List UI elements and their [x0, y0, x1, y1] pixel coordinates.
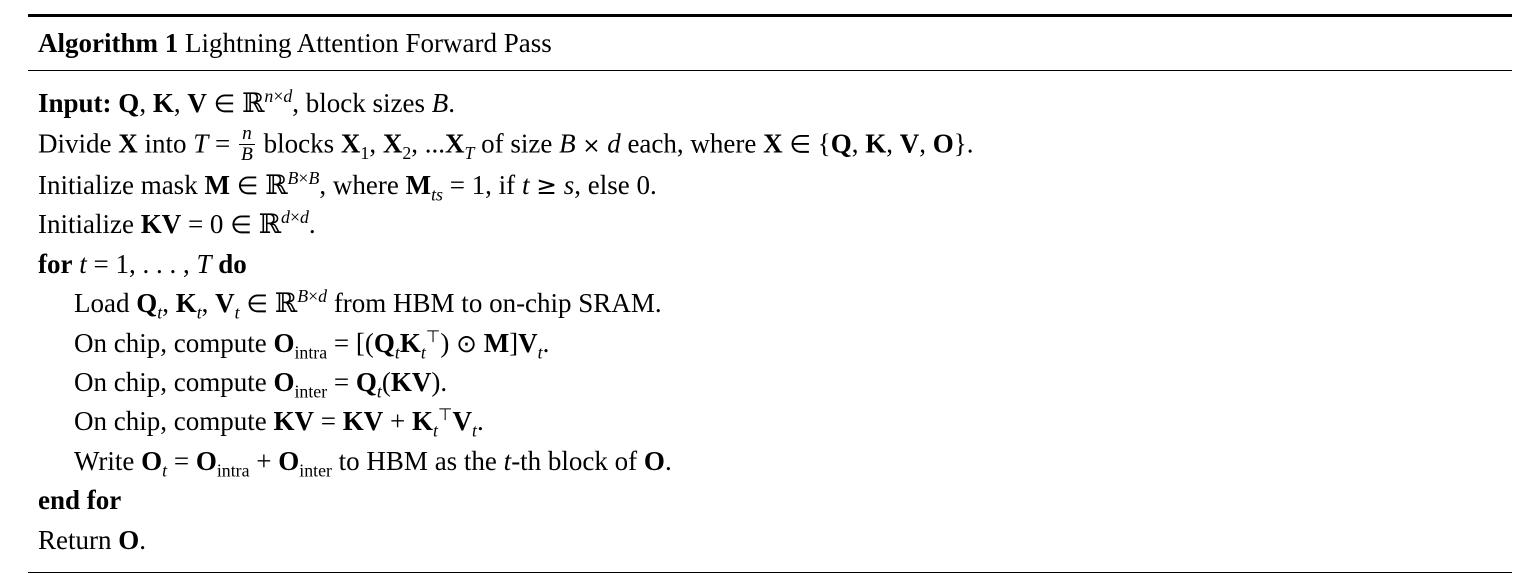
algorithm-line-load: Load $Q_t$, $K_t$, $V_t$ ∈ ℝ$^{B\times d}$ from HBM to on-chip SRAM.: [74, 286, 662, 323]
algorithm-line-divide: Divide X into T = $\frac{n}{B}$ blocks $X_1$, $X_2$, $...X_T$ of size B × d each, where X ∈ {Q, K, V, O}.: [38, 122, 974, 166]
algorithm-line-init-kv: Initialize KV = 0 ∈ ℝ$^{d\times d}$.: [38, 207, 316, 241]
algorithm-caption: [28, 17, 1512, 70]
algorithm-line-for: for t = 1, . . . , T do: [38, 248, 247, 279]
algorithm-body: [28, 71, 1512, 572]
algorithm-title: Lightning Attention Forward Pass: [184, 28, 552, 58]
algorithm-line-kv-update: On chip, compute KV = KV + $K_t^⊤V_t$.: [74, 404, 484, 441]
algorithm-line-o-intra: On chip, compute $O_{intra} = [(Q_tK_t^⊤)$ ⊙ $M]V_t$.: [74, 325, 550, 363]
algorithm-line-init-mask: Initialize mask M ∈ ℝ$^{B\times B}$, where $M_{ts} = 1$, if t ≥ s, else 0.: [38, 168, 657, 205]
algorithm-line-write: Write $O_t = O_{intra} + O_{inter}$ to HBM as the t-th block of O.: [74, 445, 672, 481]
bottom-rule: [28, 572, 1512, 573]
algorithm-line-return: Return O.: [38, 524, 147, 555]
algorithm-line-input: Input: Q, K, V ∈ ℝ$^{n\times d}$, block sizes B.: [38, 86, 456, 120]
algorithm-line-end-for: end for: [38, 485, 122, 516]
algorithm-label: Algorithm 1: [38, 28, 179, 58]
algorithm-block: [28, 14, 1512, 573]
algorithm-line-o-inter: On chip, compute $O_{inter} = Q_t(KV)$.: [74, 367, 448, 402]
